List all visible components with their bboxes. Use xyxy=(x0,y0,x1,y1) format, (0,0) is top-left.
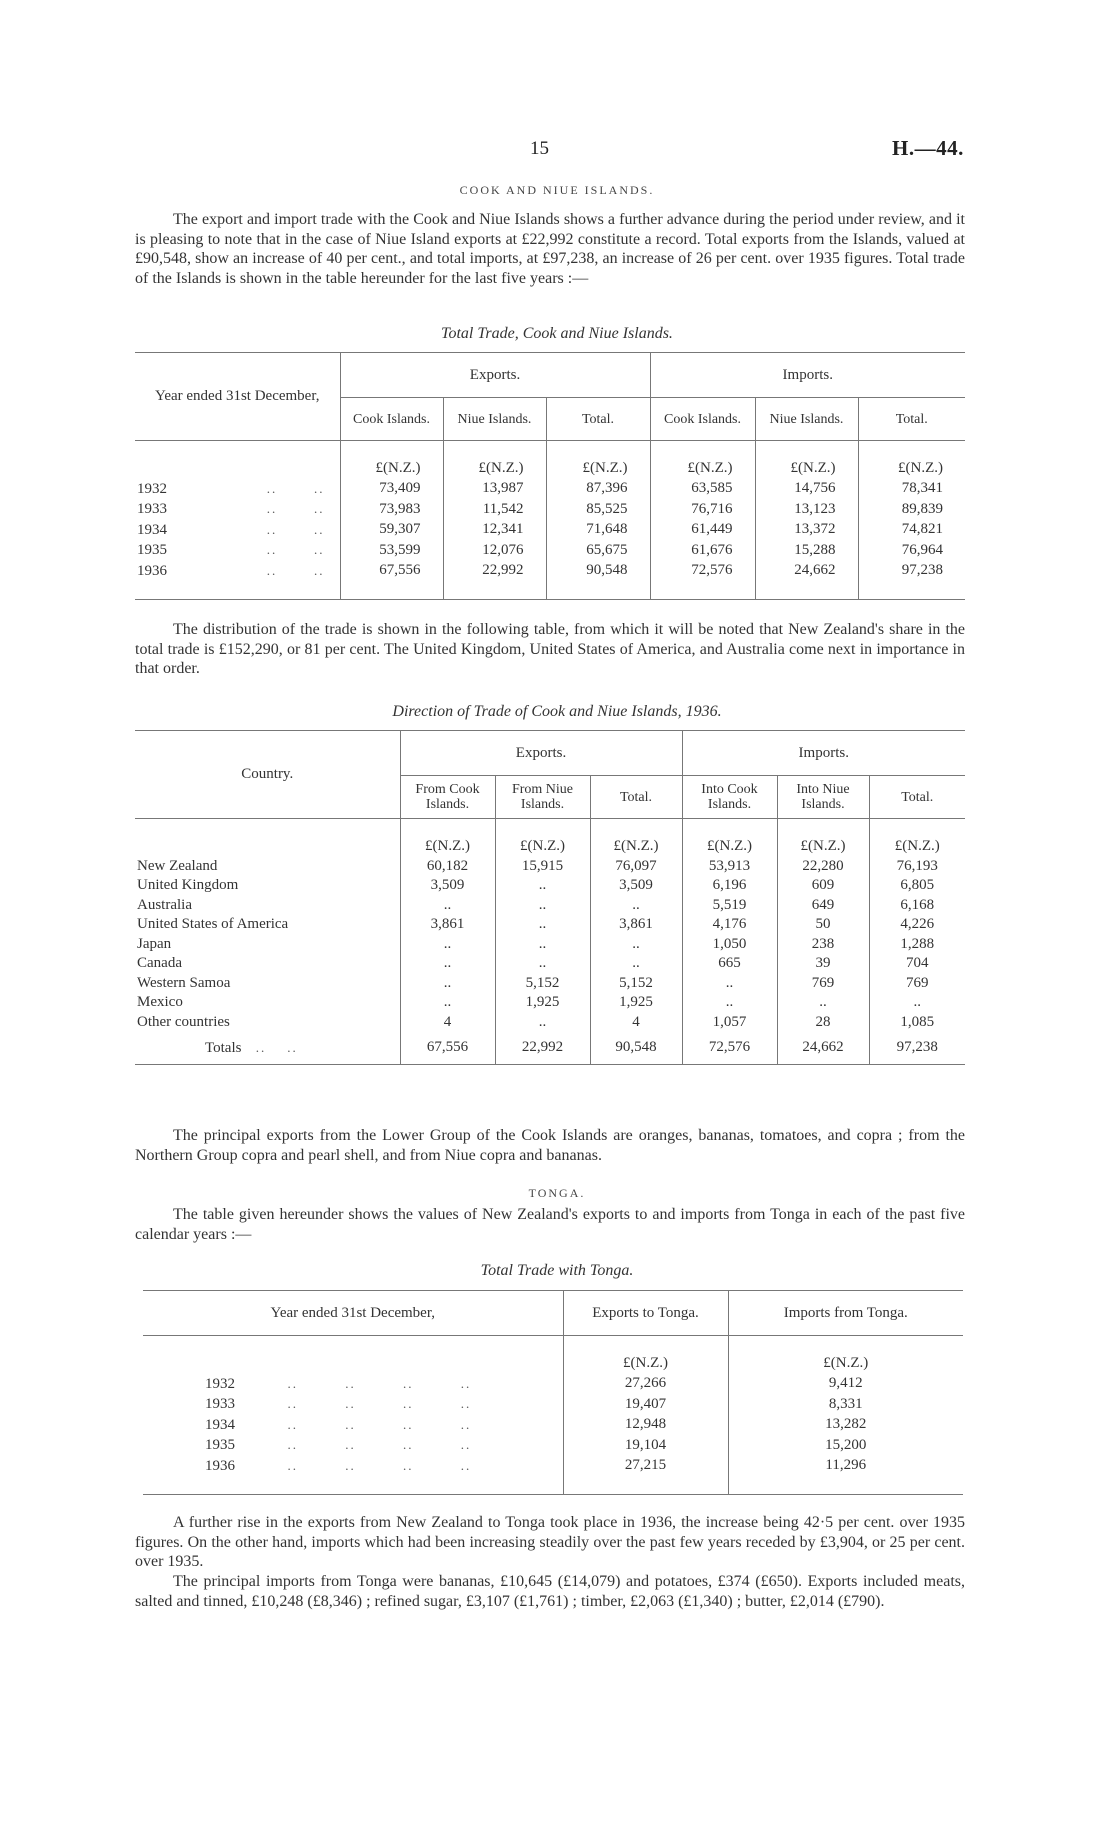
value-cell: 5,152 xyxy=(495,974,590,994)
value-cell: 4,226 xyxy=(869,915,965,935)
value-cell: .. xyxy=(590,896,682,916)
tonga-trade-table xyxy=(143,1290,963,1495)
value-cell: 22,280 xyxy=(777,857,869,877)
table2-col-header: Total. xyxy=(590,776,682,819)
value-cell: .. xyxy=(400,993,495,1013)
value-cell: 15,200 xyxy=(728,1435,963,1456)
value-cell: 76,193 xyxy=(869,857,965,877)
value-cell: 71,648 xyxy=(546,520,650,541)
year-label: 1932 xyxy=(137,480,167,497)
value-cell: 73,409 xyxy=(340,479,443,500)
value-cell: 649 xyxy=(777,896,869,916)
table1-imports-header: Imports. xyxy=(650,353,965,398)
table-row xyxy=(135,935,965,955)
unit-label: £(N.Z.) xyxy=(546,459,650,479)
year-label: 1936 xyxy=(137,562,167,579)
table3-exports-header: Exports to Tonga. xyxy=(563,1291,728,1336)
document-reference: H.—44. xyxy=(892,136,964,160)
value-cell: 3,509 xyxy=(590,876,682,896)
table1-col-header: Total. xyxy=(546,398,650,441)
value-cell: 90,548 xyxy=(546,561,650,582)
value-cell: 59,307 xyxy=(340,520,443,541)
value-cell: .. xyxy=(590,935,682,955)
value-cell: 4 xyxy=(400,1013,495,1033)
unit-label: £(N.Z.) xyxy=(340,459,443,479)
value-cell: 61,676 xyxy=(650,540,755,561)
value-cell: .. xyxy=(400,935,495,955)
table2-col-header: From Cook Islands. xyxy=(400,776,495,819)
leader-dots: .. .. .. .. xyxy=(235,1416,472,1432)
value-cell: 19,407 xyxy=(563,1394,728,1415)
table-row xyxy=(143,1435,963,1456)
value-cell: 665 xyxy=(682,954,777,974)
year-cell xyxy=(143,1435,563,1456)
value-cell: 8,331 xyxy=(728,1394,963,1415)
value-cell: 1,050 xyxy=(682,935,777,955)
table-row xyxy=(135,993,965,1013)
totals-cell: 67,556 xyxy=(400,1032,495,1065)
value-cell: 13,987 xyxy=(443,479,546,500)
table3-body xyxy=(143,1374,963,1477)
country-cell xyxy=(135,935,400,955)
value-cell: 13,372 xyxy=(755,520,858,541)
totals-cell: 72,576 xyxy=(682,1032,777,1065)
year-label: 1933 xyxy=(137,501,167,517)
value-cell: 1,057 xyxy=(682,1013,777,1033)
value-cell: .. xyxy=(777,993,869,1013)
page-number: 15 xyxy=(530,138,549,159)
value-cell: 76,964 xyxy=(858,540,965,561)
unit-label: £(N.Z.) xyxy=(400,837,495,857)
value-cell: 50 xyxy=(777,915,869,935)
value-cell: 15,915 xyxy=(495,857,590,877)
value-cell: 13,123 xyxy=(755,499,858,520)
unit-label: £(N.Z.) xyxy=(755,459,858,479)
value-cell: 97,238 xyxy=(858,561,965,582)
table-row xyxy=(135,954,965,974)
table-row xyxy=(135,1013,965,1033)
country-label: New Zealand xyxy=(137,857,218,874)
unit-label: £(N.Z.) xyxy=(682,837,777,857)
table1-col-header: Niue Islands. xyxy=(443,398,546,441)
country-cell xyxy=(135,915,400,935)
value-cell: 76,716 xyxy=(650,499,755,520)
tonga-imports-paragraph: The principal imports from Tonga were bananas, £10,645 (£14,079) and potatoes, £374 (£650). Exports included meats, salted and tinned, £10,248 (£8,346) ; refined sugar, £3,107 (£1,761) ; timber, £2,063 (£1,340) ; butter, £2,014 (£790). xyxy=(135,1573,965,1610)
totals-label: Totals .. .. xyxy=(205,1039,298,1056)
country-label: United States of America xyxy=(137,916,289,932)
value-cell: 238 xyxy=(777,935,869,955)
year-cell xyxy=(135,479,340,500)
value-cell: 73,983 xyxy=(340,499,443,520)
value-cell: .. xyxy=(682,993,777,1013)
value-cell: 12,076 xyxy=(443,540,546,561)
value-cell: 3,861 xyxy=(590,915,682,935)
unit-label: £(N.Z.) xyxy=(728,1354,963,1374)
value-cell: 87,396 xyxy=(546,479,650,500)
unit-label: £(N.Z.) xyxy=(563,1354,728,1374)
table2-body xyxy=(135,857,965,1033)
table-row xyxy=(135,974,965,994)
distribution-paragraph: The distribution of the trade is shown in the following table, from which it will be noted that New Zealand's share in the total trade is £152,290, or 81 per cent. The United Kingdom, United States of America, and Australia come next in importance in that order. xyxy=(135,621,965,677)
table2-col-header: Total. xyxy=(869,776,965,819)
country-label: Japan xyxy=(137,935,172,952)
year-label: 1936 xyxy=(205,1457,235,1474)
value-cell: 19,104 xyxy=(563,1435,728,1456)
leader-dots: .. .. .. .. xyxy=(235,1375,472,1391)
table3-caption: Total Trade with Tonga. xyxy=(480,1262,634,1279)
country-cell xyxy=(135,993,400,1013)
value-cell: 609 xyxy=(777,876,869,896)
tonga-exports-paragraph: A further rise in the exports from New Zealand to Tonga took place in 1936, the increase being 42·5 per cent. over 1935 figures. On the other hand, imports which had been increasing steadily over the past few years receded by £3,904, or 25 per cent. over 1935. xyxy=(135,1514,965,1570)
table2-exports-header: Exports. xyxy=(400,731,682,776)
table2-imports-header: Imports. xyxy=(682,731,965,776)
year-label: 1934 xyxy=(205,1416,235,1433)
table3-imports-header: Imports from Tonga. xyxy=(728,1291,963,1336)
value-cell: 22,992 xyxy=(443,561,546,582)
value-cell: 3,861 xyxy=(400,915,495,935)
section-heading-tonga: TONGA. xyxy=(528,1186,586,1200)
country-label: Canada xyxy=(137,955,182,971)
value-cell: .. xyxy=(495,935,590,955)
totals-cell: 24,662 xyxy=(777,1032,869,1065)
totals-cell: 97,238 xyxy=(869,1032,965,1065)
year-cell xyxy=(135,540,340,561)
value-cell: 53,913 xyxy=(682,857,777,877)
value-cell: 63,585 xyxy=(650,479,755,500)
value-cell: 9,412 xyxy=(728,1374,963,1395)
value-cell: .. xyxy=(495,915,590,935)
country-label: Australia xyxy=(137,896,192,913)
value-cell: .. xyxy=(590,954,682,974)
table-row xyxy=(135,479,965,500)
value-cell: 704 xyxy=(869,954,965,974)
year-cell xyxy=(135,499,340,520)
table-row xyxy=(135,499,965,520)
year-cell xyxy=(135,561,340,582)
unit-label: £(N.Z.) xyxy=(443,459,546,479)
table1-col-header: Cook Islands. xyxy=(650,398,755,441)
value-cell: 39 xyxy=(777,954,869,974)
value-cell: .. xyxy=(495,876,590,896)
table1-exports-header: Exports. xyxy=(340,353,650,398)
table-row xyxy=(135,896,965,916)
leader-dots: .. .. .. .. xyxy=(235,1437,472,1452)
table2-col-header: Into Cook Islands. xyxy=(682,776,777,819)
value-cell: 60,182 xyxy=(400,857,495,877)
totals-cell: 22,992 xyxy=(495,1032,590,1065)
year-label: 1935 xyxy=(137,542,167,558)
value-cell: 76,097 xyxy=(590,857,682,877)
table1-col-header: Cook Islands. xyxy=(340,398,443,441)
country-cell xyxy=(135,876,400,896)
country-cell xyxy=(135,974,400,994)
leader-dots: .. .. xyxy=(167,521,325,537)
value-cell: 24,662 xyxy=(755,561,858,582)
table-row xyxy=(143,1394,963,1415)
table-row xyxy=(143,1456,963,1477)
year-label: 1935 xyxy=(205,1437,235,1453)
value-cell: 12,341 xyxy=(443,520,546,541)
value-cell: 1,925 xyxy=(590,993,682,1013)
leader-dots: .. .. xyxy=(167,501,325,516)
table-row xyxy=(135,540,965,561)
table-row xyxy=(143,1415,963,1436)
value-cell: 78,341 xyxy=(858,479,965,500)
value-cell: 1,288 xyxy=(869,935,965,955)
value-cell: .. xyxy=(400,954,495,974)
country-label: Other countries xyxy=(137,1013,230,1030)
value-cell: 11,542 xyxy=(443,499,546,520)
year-cell xyxy=(143,1394,563,1415)
unit-label: £(N.Z.) xyxy=(495,837,590,857)
table2-caption: Direction of Trade of Cook and Niue Islands, 1936. xyxy=(392,703,722,720)
section-heading-cook-niue: COOK AND NIUE ISLANDS. xyxy=(459,183,655,197)
value-cell: .. xyxy=(495,1013,590,1033)
table-row xyxy=(135,561,965,582)
table2-col-header: Into Niue Islands. xyxy=(777,776,869,819)
table2-col-header: From Niue Islands. xyxy=(495,776,590,819)
value-cell: 3,509 xyxy=(400,876,495,896)
value-cell: 6,805 xyxy=(869,876,965,896)
value-cell: 61,449 xyxy=(650,520,755,541)
total-trade-table xyxy=(135,352,965,600)
value-cell: 14,756 xyxy=(755,479,858,500)
table-row xyxy=(135,520,965,541)
year-label: 1934 xyxy=(137,521,167,538)
value-cell: .. xyxy=(869,993,965,1013)
value-cell: .. xyxy=(400,974,495,994)
country-label: Mexico xyxy=(137,994,183,1010)
table-row xyxy=(135,876,965,896)
leader-dots: .. .. xyxy=(167,480,325,496)
table1-col-header: Niue Islands. xyxy=(755,398,858,441)
tonga-intro-paragraph: The table given hereunder shows the values of New Zealand's exports to and imports from Tonga in each of the past five calendar years :— xyxy=(135,1206,965,1243)
value-cell: 6,168 xyxy=(869,896,965,916)
table3-stub-header: Year ended 31st December, xyxy=(143,1291,563,1336)
year-cell xyxy=(143,1374,563,1395)
table-row xyxy=(143,1374,963,1395)
value-cell: 27,266 xyxy=(563,1374,728,1395)
unit-label: £(N.Z.) xyxy=(650,459,755,479)
value-cell: .. xyxy=(682,974,777,994)
leader-dots: .. .. .. .. xyxy=(235,1457,472,1473)
value-cell: 15,288 xyxy=(755,540,858,561)
value-cell: 769 xyxy=(777,974,869,994)
principal-exports-paragraph: The principal exports from the Lower Group of the Cook Islands are oranges, bananas, tomatoes, and copra ; from the Northern Group copra and pearl shell, and from Niue copra and bananas. xyxy=(135,1127,965,1164)
value-cell: .. xyxy=(400,896,495,916)
value-cell: 67,556 xyxy=(340,561,443,582)
value-cell: 53,599 xyxy=(340,540,443,561)
value-cell: 28 xyxy=(777,1013,869,1033)
country-cell xyxy=(135,1013,400,1033)
leader-dots: .. .. xyxy=(167,562,325,578)
country-cell xyxy=(135,857,400,877)
unit-label: £(N.Z.) xyxy=(858,459,965,479)
value-cell: 74,821 xyxy=(858,520,965,541)
unit-label: £(N.Z.) xyxy=(590,837,682,857)
year-label: 1933 xyxy=(205,1396,235,1412)
intro-paragraph: The export and import trade with the Cook and Niue Islands shows a further advance during the period under review, and it is pleasing to note that in the case of Niue Island exports at £22,992 constitute a record. Total exports from the Islands, valued at £90,548, show an increase of 40 per cent., and total imports, at £97,238, an increase of 26 per cent. over 1935 figures. Total trade of the Islands is shown in the table hereunder for the last five years :— xyxy=(135,211,965,287)
country-label: United Kingdom xyxy=(137,877,239,893)
value-cell: 1,085 xyxy=(869,1013,965,1033)
value-cell: 4,176 xyxy=(682,915,777,935)
country-cell xyxy=(135,896,400,916)
table1-body xyxy=(135,479,965,582)
value-cell: 72,576 xyxy=(650,561,755,582)
value-cell: 89,839 xyxy=(858,499,965,520)
table-row xyxy=(135,915,965,935)
year-cell xyxy=(143,1456,563,1477)
value-cell: 5,152 xyxy=(590,974,682,994)
country-cell xyxy=(135,954,400,974)
value-cell: 13,282 xyxy=(728,1415,963,1436)
leader-dots: .. .. xyxy=(167,542,325,557)
value-cell: 11,296 xyxy=(728,1456,963,1477)
value-cell: 85,525 xyxy=(546,499,650,520)
value-cell: 65,675 xyxy=(546,540,650,561)
table-row xyxy=(135,857,965,877)
value-cell: 6,196 xyxy=(682,876,777,896)
unit-label: £(N.Z.) xyxy=(869,837,965,857)
country-label: Western Samoa xyxy=(137,974,231,991)
year-cell xyxy=(143,1415,563,1436)
value-cell: .. xyxy=(495,954,590,974)
value-cell: 27,215 xyxy=(563,1456,728,1477)
value-cell: 12,948 xyxy=(563,1415,728,1436)
totals-cell: 90,548 xyxy=(590,1032,682,1065)
table1-col-header: Total. xyxy=(858,398,965,441)
direction-of-trade-table xyxy=(135,730,965,1065)
unit-label: £(N.Z.) xyxy=(777,837,869,857)
value-cell: 4 xyxy=(590,1013,682,1033)
value-cell: 1,925 xyxy=(495,993,590,1013)
leader-dots: .. .. .. .. xyxy=(235,1396,472,1411)
year-label: 1932 xyxy=(205,1375,235,1392)
value-cell: 5,519 xyxy=(682,896,777,916)
value-cell: 769 xyxy=(869,974,965,994)
year-cell xyxy=(135,520,340,541)
table2-stub-header: Country. xyxy=(135,731,400,819)
table1-stub-header: Year ended 31st December, xyxy=(135,353,340,441)
table1-caption: Total Trade, Cook and Niue Islands. xyxy=(441,325,673,342)
value-cell: .. xyxy=(495,896,590,916)
